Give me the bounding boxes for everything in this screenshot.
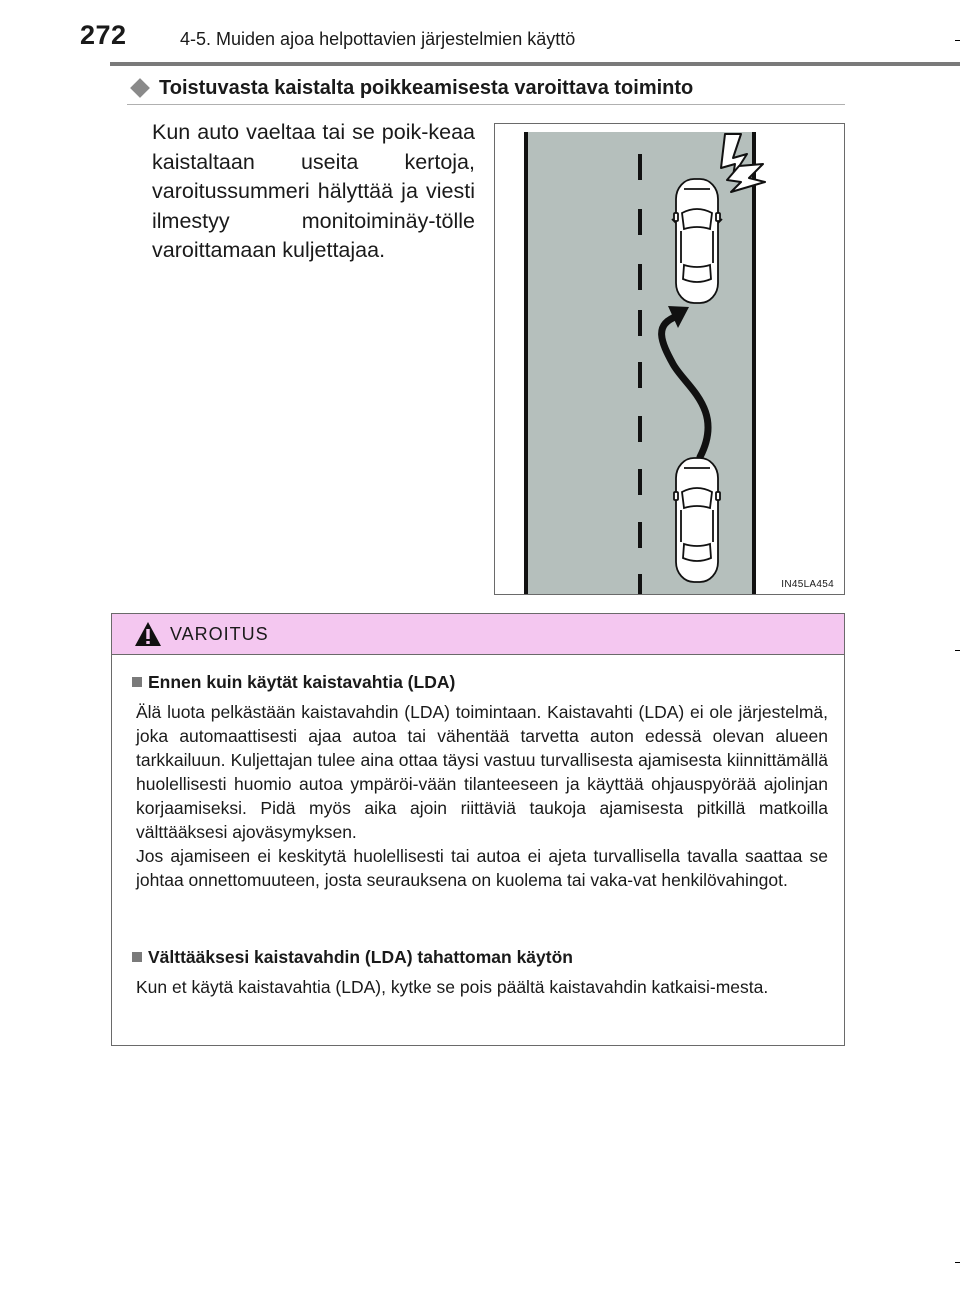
section-heading xyxy=(127,72,845,105)
lane-departure-figure xyxy=(494,123,845,595)
warning-paragraph: Kun et käytä kaistavahtia (LDA), kytke se pois päältä kaistavahdin katkaisi-mesta. xyxy=(136,977,769,997)
warning-paragraph: Älä luota pelkästään kaistavahdin (LDA) toimintaan. Kaistavahti (LDA) ei ole järjestelmä, joka automaattisesti ajaa autoa tai vähentää tarvetta auton edessä olevan alueen tarkkailuun. Kuljettajan tulee aina ottaa täysi vastuu turvallisesta ajamisesta kiinnittämällä huolellisesti huomio autoa ympäröi-vään tilanteeseen ja käyttää ohjauspyörää ajolinjan korjaamiseksi. Pidä myös aika ajoin riittäviä taukoja ajamisesta pitkillä matkoilla välttääksesi ajoväsymyksen. xyxy=(136,702,828,842)
warning-item-heading-text: Välttääksesi kaistavahdin (LDA) tahattoman käytön xyxy=(148,947,573,967)
crop-mark xyxy=(955,40,960,41)
warning-item-body xyxy=(136,975,828,999)
warning-box xyxy=(111,613,845,1046)
crop-mark xyxy=(955,650,960,651)
car-top-icon xyxy=(672,179,722,303)
warning-title: VAROITUS xyxy=(170,624,269,644)
warning-paragraph: Jos ajamiseen ei keskitytä huolellisesti tai autoa ei ajeta turvallisella tavalla saattaa se johtaa onnettomuuteen, josta seurauksena on kuolema tai vaka-vat henkilövahingot. xyxy=(136,846,828,890)
warning-item-heading xyxy=(132,672,455,693)
warning-header xyxy=(112,614,844,655)
intro-text: Kun auto vaeltaa tai se poik-keaa kaistaltaan useita kertoja, varoitussummeri hälyttää ja viesti ilmestyy monitoiminäy-tölle varoittamaan kuljettajaa. xyxy=(152,120,475,262)
diamond-icon xyxy=(130,78,150,98)
chapter-title: 4-5. Muiden ajoa helpottavien järjestelmien käyttö xyxy=(180,29,576,49)
warning-item-heading xyxy=(132,947,573,968)
warning-item-body xyxy=(136,700,828,892)
car-bottom-icon xyxy=(674,458,720,582)
page-number: 272 xyxy=(80,20,127,50)
warning-item-heading-text: Ennen kuin käytät kaistavahtia (LDA) xyxy=(148,672,456,692)
figure-code: IN45LA454 xyxy=(781,579,834,590)
square-bullet-icon xyxy=(132,952,142,962)
header-rule xyxy=(110,62,960,66)
crop-mark xyxy=(955,1262,960,1263)
square-bullet-icon xyxy=(132,677,142,687)
lane-illustration xyxy=(495,124,844,594)
warning-triangle-icon xyxy=(134,621,162,647)
section-heading-text: Toistuvasta kaistalta poikkeamisesta varoittava toiminto xyxy=(159,76,694,99)
